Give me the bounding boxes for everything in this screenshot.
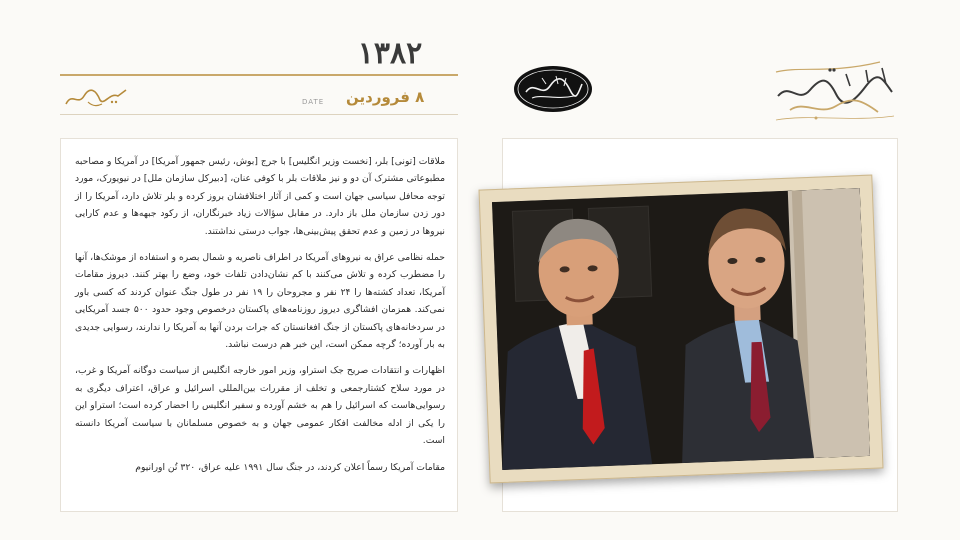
date-label: DATE [302, 98, 325, 106]
memoirs-logo [770, 52, 900, 124]
article-paragraph: اظهارات و انتقادات صریح جک استراو، وزیر امور خارجه انگلیس از سیاست دوگانه آمریکا و غرب، در مورد سلاح کشتارجمعی و تخلف از مقررات بین‌المللی اسرائیل و عراق، اعتراف دیگری به رسوایی‌هاست که اسرائیل را هم به خشم آورده و سفیر انگلیس را احضار کرده است؛ استراو این را یکی از ادله مخالفت افکار عمومی جهان و به خصوص مسلمانان با سیاست آمریکا دانسته است. [75, 365, 445, 447]
year-heading: ۱۳۸۲ [357, 36, 423, 71]
leaders-photo [492, 188, 870, 470]
seal-stamp [512, 64, 594, 114]
article-body [75, 153, 445, 485]
photo-frame [479, 175, 884, 484]
article-paragraph: مقامات آمریکا رسماً اعلان کردند، در جنگ سال ۱۹۹۱ علیه عراق، ۳۲۰ تُن اورانیوم [135, 461, 445, 473]
header-rule [60, 74, 458, 76]
date-value: ۸ فروردین [346, 88, 425, 106]
article-panel [60, 138, 458, 512]
date-underline [60, 114, 458, 115]
article-paragraph: حمله نظامی عراق به نیروهای آمریکا در اطراف ناصریه و شمال بصره و استفاده از موشک‌ها، آنها را مضطرب کرده و تلاش می‌کنند با کم نشان‌دادن تلفات خود، وضع را بهتر کنند. دیروز مقامات آمریکا، تعداد کشته‌ها را ۲۴ نفر و مجروحان را ۱۹ نفر در طول جنگ عنوان کردند که کسی باور نمی‌کند. همزمان افشاگری دیروز روزنامه‌های پاکستان درخصوص وجود حدود ۵۰۰ جسد آمریکایی در سردخانه‌های پاکستان از جنگ افغانستان که جرات بردن آنها به آمریکا را ندارند، رسوایی جدیدی به بار آورده؛ گرچه ممکن است، این خبر هم درست نباشد. [75, 252, 445, 351]
signature-logo [62, 84, 132, 110]
article-paragraph: ملاقات [تونی] بلر، [نخست وزیر انگلیس] با جرج [بوش، رئیس جمهور آمریکا] در آمریکا و مصاحبه مطبوعاتی مشترک آن دو و نیز ملاقات بلر با کوفی عنان، [دبیرکل سازمان ملل] در نیویورک، مورد توجه محافل سیاسی جهان است و کمی از آثار اختلافشان بروز کرده و بلر تلاش دارد، آمریکا را از دور زدن سازمان ملل باز دارد. در مقابل سؤالات زیاد خبرنگاران، از رکود جبهه‌ها و عدم کارایی نیروها در زمین و عدم تحقق پیش‌بینی‌ها، جواب درستی نداشتند. [74, 156, 445, 237]
